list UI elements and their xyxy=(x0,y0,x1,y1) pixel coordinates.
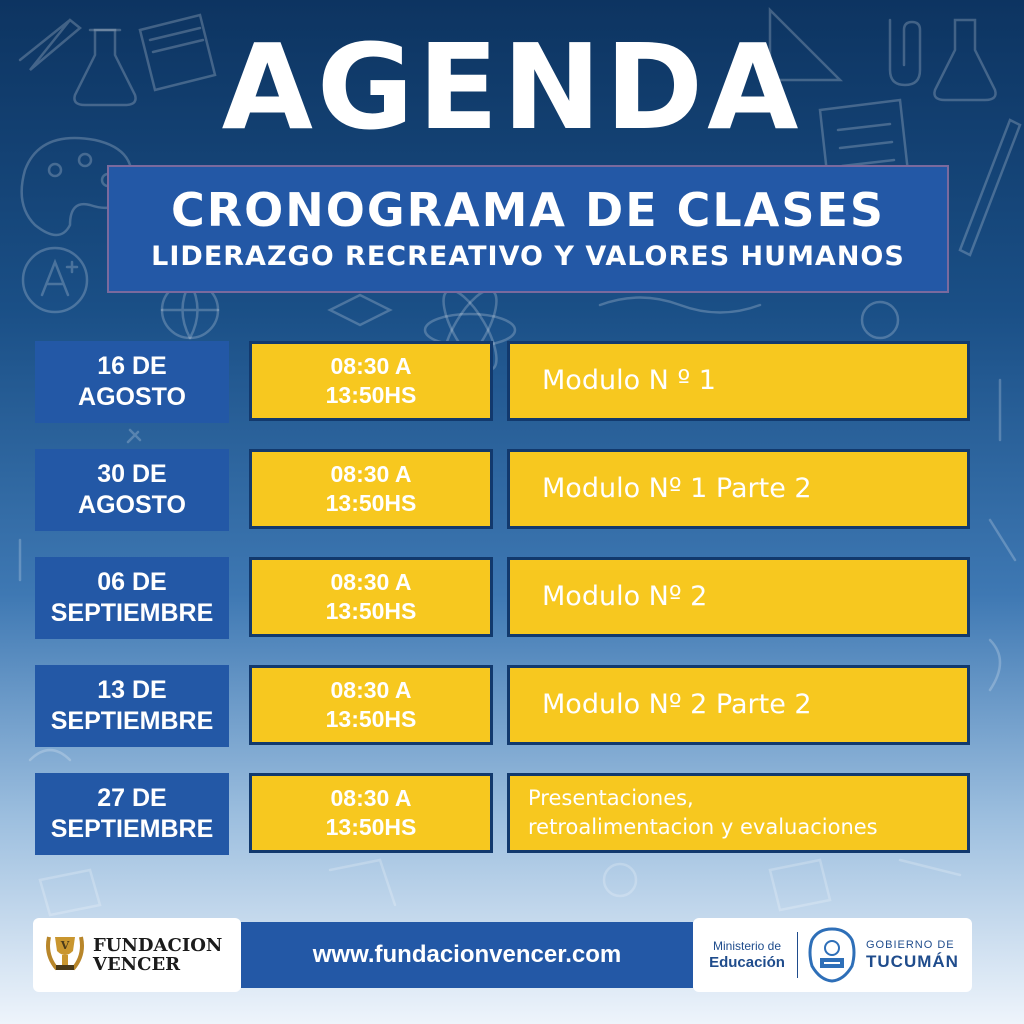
course-banner xyxy=(107,165,949,293)
time-end: 13:50HS xyxy=(325,706,417,732)
government-logos xyxy=(693,918,972,992)
topic-text: Modulo Nº 2 Parte 2 xyxy=(542,689,812,720)
fundacion-vencer-logo xyxy=(33,918,241,992)
time-cell xyxy=(249,341,493,421)
date-month: AGOSTO xyxy=(78,491,186,519)
time-end: 13:50HS xyxy=(325,814,417,840)
schedule-row xyxy=(0,773,1024,855)
time-start: 08:30 A xyxy=(330,677,412,703)
date-day: 13 DE xyxy=(97,676,167,704)
schedule-row xyxy=(0,449,1024,531)
date-cell xyxy=(35,773,229,855)
time-cell xyxy=(249,665,493,745)
svg-text:V: V xyxy=(60,939,70,952)
topic-text-cont: retroalimentacion y evaluaciones xyxy=(528,815,878,839)
topic-text: Modulo Nº 1 Parte 2 xyxy=(542,473,812,504)
schedule-row xyxy=(0,341,1024,423)
org-name-line1: FUNDACION xyxy=(93,935,223,956)
date-day: 06 DE xyxy=(97,568,167,596)
date-cell xyxy=(35,557,229,639)
date-month: SEPTIEMBRE xyxy=(50,815,214,843)
time-start: 08:30 A xyxy=(330,569,412,595)
date-day: 30 DE xyxy=(97,460,167,488)
government-label: GOBIERNO DE xyxy=(866,939,955,951)
time-start: 08:30 A xyxy=(330,785,412,811)
date-month: AGOSTO xyxy=(78,383,186,411)
page-title: AGENDA xyxy=(221,18,803,156)
date-cell xyxy=(35,341,229,423)
topic-text: Modulo Nº 2 xyxy=(542,581,708,612)
trophy-laurel-icon xyxy=(43,929,87,981)
website-link[interactable]: www.fundacionvencer.com xyxy=(241,922,693,988)
time-cell xyxy=(249,773,493,853)
org-name-line2: VENCER xyxy=(93,954,181,975)
time-cell xyxy=(249,557,493,637)
date-month: SEPTIEMBRE xyxy=(50,599,214,627)
ministry-name: Educación xyxy=(709,953,785,971)
time-cell xyxy=(249,449,493,529)
banner-subtitle: LIDERAZGO RECREATIVO Y VALORES HUMANOS xyxy=(151,241,905,272)
date-cell xyxy=(35,449,229,531)
schedule-row xyxy=(0,665,1024,747)
time-end: 13:50HS xyxy=(325,382,417,408)
topic-text: Modulo N º 1 xyxy=(542,365,716,396)
time-end: 13:50HS xyxy=(325,490,417,516)
time-end: 13:50HS xyxy=(325,598,417,624)
date-day: 16 DE xyxy=(97,352,167,380)
banner-title: CRONOGRAMA DE CLASES xyxy=(170,183,886,237)
province-name: TUCUMÁN xyxy=(866,952,959,971)
topic-cell xyxy=(507,557,970,637)
schedule-row xyxy=(0,557,1024,639)
topic-cell xyxy=(507,449,970,529)
time-start: 08:30 A xyxy=(330,353,412,379)
topic-cell xyxy=(507,773,970,853)
topic-cell xyxy=(507,665,970,745)
date-day: 27 DE xyxy=(97,784,167,812)
date-month: SEPTIEMBRE xyxy=(50,707,214,735)
logo-divider xyxy=(797,932,798,978)
topic-cell xyxy=(507,341,970,421)
ministry-label: Ministerio de xyxy=(712,938,782,953)
topic-text: Presentaciones, xyxy=(528,786,694,810)
date-cell xyxy=(35,665,229,747)
tucuman-seal-icon xyxy=(806,926,858,984)
time-start: 08:30 A xyxy=(330,461,412,487)
